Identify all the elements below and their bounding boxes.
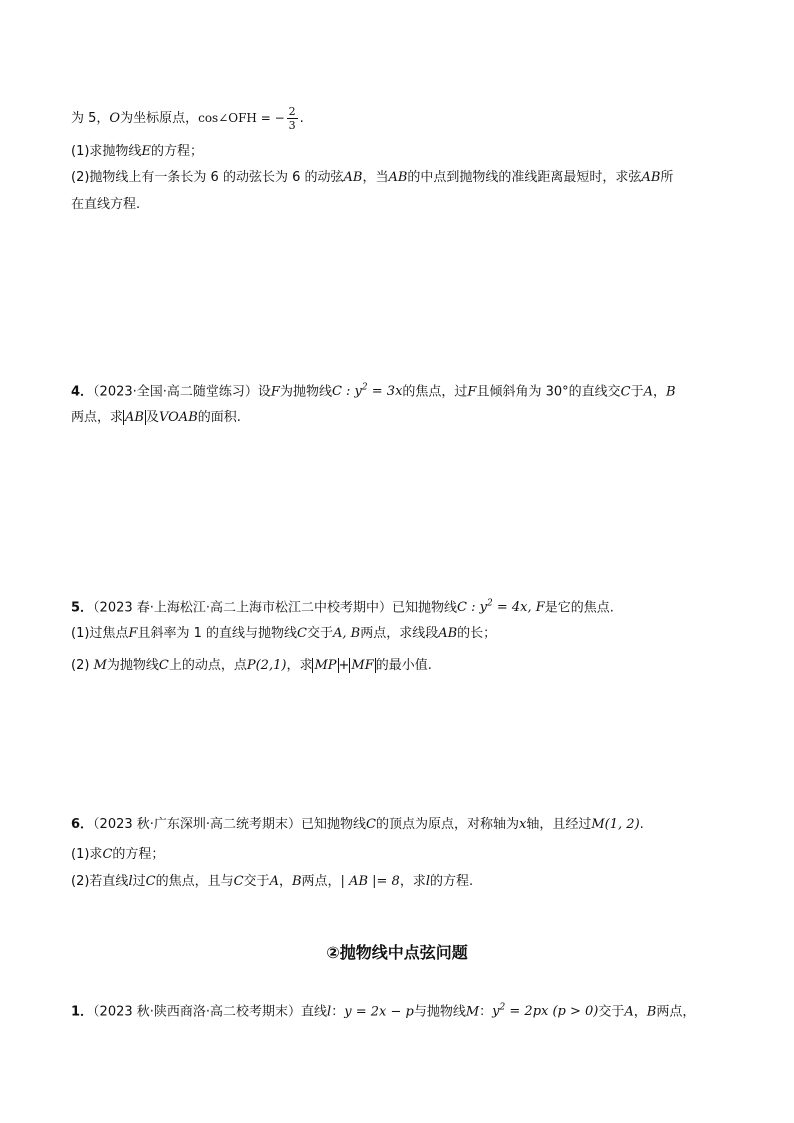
absolute-value: MF	[351, 658, 374, 673]
part-label: (1)	[71, 626, 90, 641]
q3-part-2-cont: 在直线方程.	[71, 197, 141, 212]
question-number: 5．	[71, 600, 94, 616]
curve-equation: C : $y^2 = 3x$	[331, 383, 403, 400]
question-source: （2023 春·上海松江·高二上海市松江二中校考期中）	[93, 600, 393, 616]
curve-equation: $y^2 = 2px$ (p > 0)	[492, 1003, 599, 1020]
question-source: （2023 秋·陕西商洛·高二校考期末）	[93, 1004, 302, 1020]
part-label: (2)	[71, 658, 90, 673]
question-source: （2023 秋·广东深圳·高二统考期末）	[93, 817, 302, 832]
q3-part-1: (1)求抛物线E的方程；	[71, 144, 203, 159]
q3-text: 为坐标原点，	[120, 111, 199, 126]
q3-text: 为 5，	[71, 111, 110, 126]
question-source: （2023·全国·高二随堂练习）	[93, 384, 258, 400]
section-title: ②抛物线中点弦问题	[326, 943, 468, 962]
part-label: (1)	[71, 847, 90, 862]
q6-part-1: (1)求C的方程；	[71, 847, 165, 862]
absolute-value: MP	[314, 658, 337, 673]
part-label: (2)	[71, 874, 90, 889]
curve-equation: C : $y^2 = 4x$, F	[457, 599, 545, 616]
fraction: $\frac{2}{3}$	[288, 105, 296, 132]
absolute-value: AB	[125, 410, 144, 425]
question-number: 6．	[71, 817, 94, 832]
q3-line-1: 为 5，O为坐标原点，cos∠OFH = − $\frac{2}{3}$ .	[71, 105, 304, 132]
q3-part-2: (2)抛物线上有一条长为 6 的动弦长为 6 的动弦AB，当AB的中点到抛物线的准线距离最短时，求弦AB所	[71, 170, 674, 185]
math-expression: cos∠OFH = −	[198, 111, 285, 125]
q6-line-1: 6．（2023 秋·广东深圳·高二统考期末）已知抛物线C的顶点为原点，对称轴为x轴，且经过M(1, 2).	[71, 817, 644, 832]
q5-line-1: 5．（2023 春·上海松江·高二上海市松江二中校考期中）已知抛物线C : $y^2 = 4x$, F是它的焦点.	[71, 599, 614, 616]
s1-line-1: 1．（2023 秋·陕西商洛·高二校考期末）直线l：y = 2x − p与抛物线M：$y^2 = 2px$ (p > 0)交于A，B两点，	[71, 1003, 696, 1020]
question-number: 4．	[71, 384, 94, 400]
q4-line-2: 两点，求 AB 及VOAB的面积.	[71, 410, 241, 425]
q4-line-1: 4．（2023·全国·高二随堂练习）设F为抛物线C : $y^2 = 3x$的焦点，过F且倾斜角为 30°的直线交C于A，B	[71, 383, 676, 400]
question-number: 1．	[71, 1004, 94, 1020]
part-label: (2)	[71, 170, 90, 185]
q6-part-2: (2)若直线l过C的焦点，且与C交于A，B两点，| AB |= 8，求l的方程.	[71, 874, 474, 889]
q5-part-1: (1)过焦点F且斜率为 1 的直线与抛物线C交于A, B两点，求线段AB的长；	[71, 626, 497, 641]
math-symbol: E	[141, 144, 151, 159]
q5-part-2: (2) M为抛物线C上的动点，点P(2,1)，求 MP + MF 的最小值.	[71, 658, 432, 673]
math-symbol: O	[109, 111, 121, 126]
part-label: (1)	[71, 144, 90, 159]
